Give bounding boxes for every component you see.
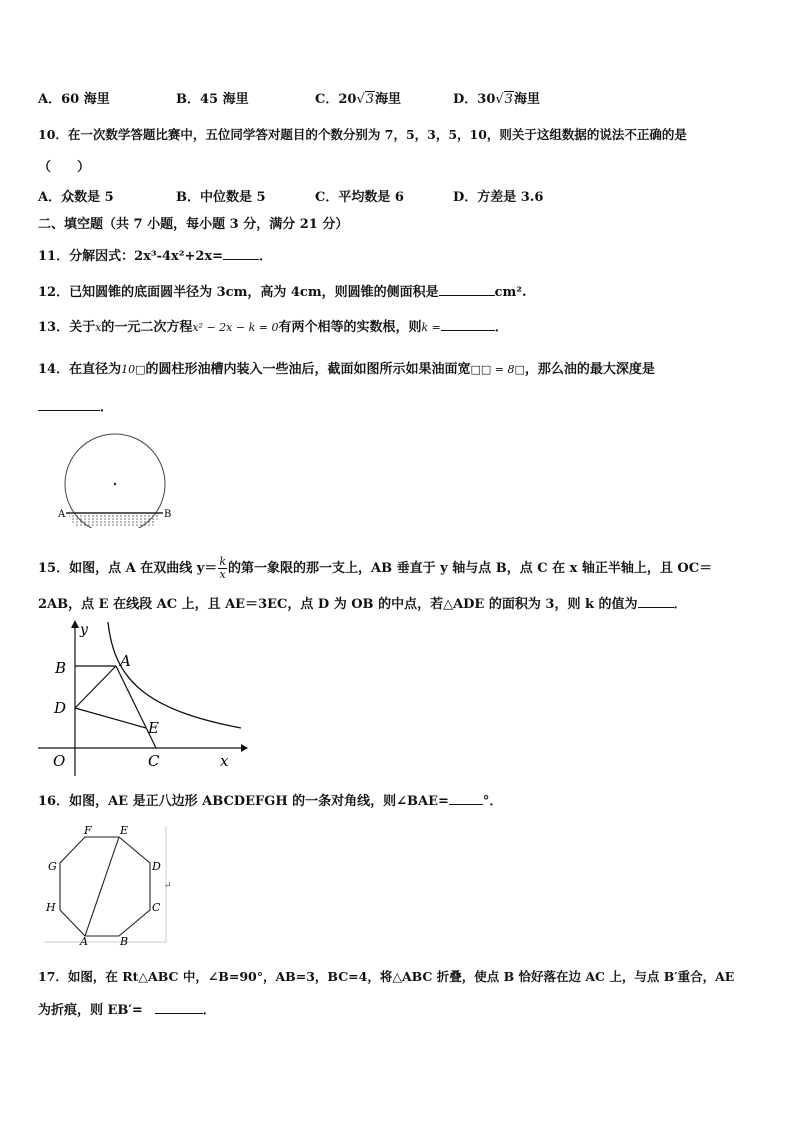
svg-text:B: B (55, 659, 67, 677)
svg-text:G: G (48, 860, 57, 873)
oil-hatching (68, 516, 162, 525)
answer-blank (441, 318, 495, 331)
label-b: B (164, 509, 172, 520)
answer-blank (449, 792, 483, 805)
q16: 16．如图，AE 是正八边形 ABCDEFGH 的一条对角线，则∠BAE= °． (38, 794, 503, 809)
octagon (60, 837, 150, 936)
return-mark: ↵ (164, 881, 172, 891)
q17-line1: 17．如图，在 Rt△ABC 中，∠B=90°，AB=3，BC=4，将△ABC 折叠，使点 B 恰好落在边 AC 上，与点 B′重合，AE (38, 969, 735, 984)
label-a: A (58, 509, 66, 520)
q15-line2: 2AB，点 E 在线段 AC 上，且 AE＝3EC，点 D 为 OB 的中点，若△ADE 的面积为 3，则 k 的值为 ． (38, 597, 687, 612)
svg-text:E: E (120, 824, 129, 837)
q10-option-c: C．平均数是 6 (315, 190, 404, 205)
svg-text:A: A (120, 652, 131, 670)
svg-text:C: C (148, 752, 160, 770)
fraction-k-over-x: $\frac{k}{x}$ (219, 555, 226, 581)
q16-octagon-figure (40, 822, 180, 946)
q17-line2: 为折痕，则 EB′= ． (38, 1003, 216, 1018)
svg-text:H: H (46, 901, 56, 914)
q9-c-prefix: C．20 (315, 92, 357, 107)
q13: 13．关于x的一元二次方程x² − 2x − k = 0有两个相等的实数根，则k = ． (38, 320, 508, 335)
q10-option-d: D．方差是 3.6 (453, 190, 544, 205)
q9-option-c (315, 88, 401, 107)
hyperbola-curve (108, 622, 241, 728)
answer-blank (155, 1001, 203, 1014)
q9-option-b: B．45 海里 (176, 92, 249, 107)
answer-blank (439, 283, 495, 296)
q12: 12．已知圆锥的底面圆半径为 3cm，高为 4cm，则圆锥的侧面积是 cm². (38, 285, 527, 300)
answer-blank (223, 247, 259, 260)
svg-text:D: D (54, 699, 67, 717)
q11: 11．分解因式：2x³-4x²+2x= ． (38, 249, 273, 264)
sqrt-symbol: √3 (356, 92, 375, 107)
q14-oil-tank-figure (56, 432, 186, 528)
q9-d-prefix: D．30 (453, 92, 496, 107)
q10-bracket: （ ） (38, 160, 91, 175)
section-title: 二、填空题（共 7 小题，每小题 3 分，满分 21 分） (38, 217, 349, 232)
svg-text:C: C (152, 901, 161, 914)
q9-c-suffix: 海里 (375, 92, 402, 107)
svg-text:y: y (80, 622, 88, 638)
svg-text:A: A (80, 935, 88, 946)
q10-option-a: A．众数是 5 (38, 190, 114, 205)
svg-text:F: F (84, 824, 92, 837)
q9-option-d (453, 88, 540, 107)
q15-line1: 15．如图，点 A 在双曲线 y＝ $\frac{k}{x}$ 的第一象限的那一支上，AB 垂直于 y 轴与点 B，点 C 在 x 轴正半轴上，且 OC＝ (38, 555, 713, 581)
diagonal-ae (85, 837, 119, 936)
circle-center (114, 483, 116, 485)
q15-hyperbola-figure (36, 620, 248, 778)
q10-stem: 10．在一次数学答题比赛中，五位同学答对题目的个数分别为 7，5，3，5，10，则关于这组数据的说法不正确的是 (38, 127, 687, 142)
q10-option-b: B．中位数是 5 (176, 190, 266, 205)
answer-blank (38, 398, 100, 411)
q9-d-suffix: 海里 (513, 92, 540, 107)
svg-text:D: D (152, 860, 161, 873)
q14-answer-line: ． (38, 396, 113, 415)
svg-text:O: O (53, 752, 66, 770)
q9-option-a: A．60 海里 (38, 92, 110, 107)
svg-text:E: E (148, 719, 159, 737)
svg-text:x: x (220, 752, 229, 770)
svg-text:B: B (120, 935, 129, 946)
sqrt-symbol: √3 (495, 92, 513, 107)
q14: 14．在直径为10□的圆柱形油槽内装入一些油后，截面如图所示如果油面宽□□ = 8□，那么油的最大深度是 (38, 362, 655, 377)
answer-blank (638, 595, 674, 608)
